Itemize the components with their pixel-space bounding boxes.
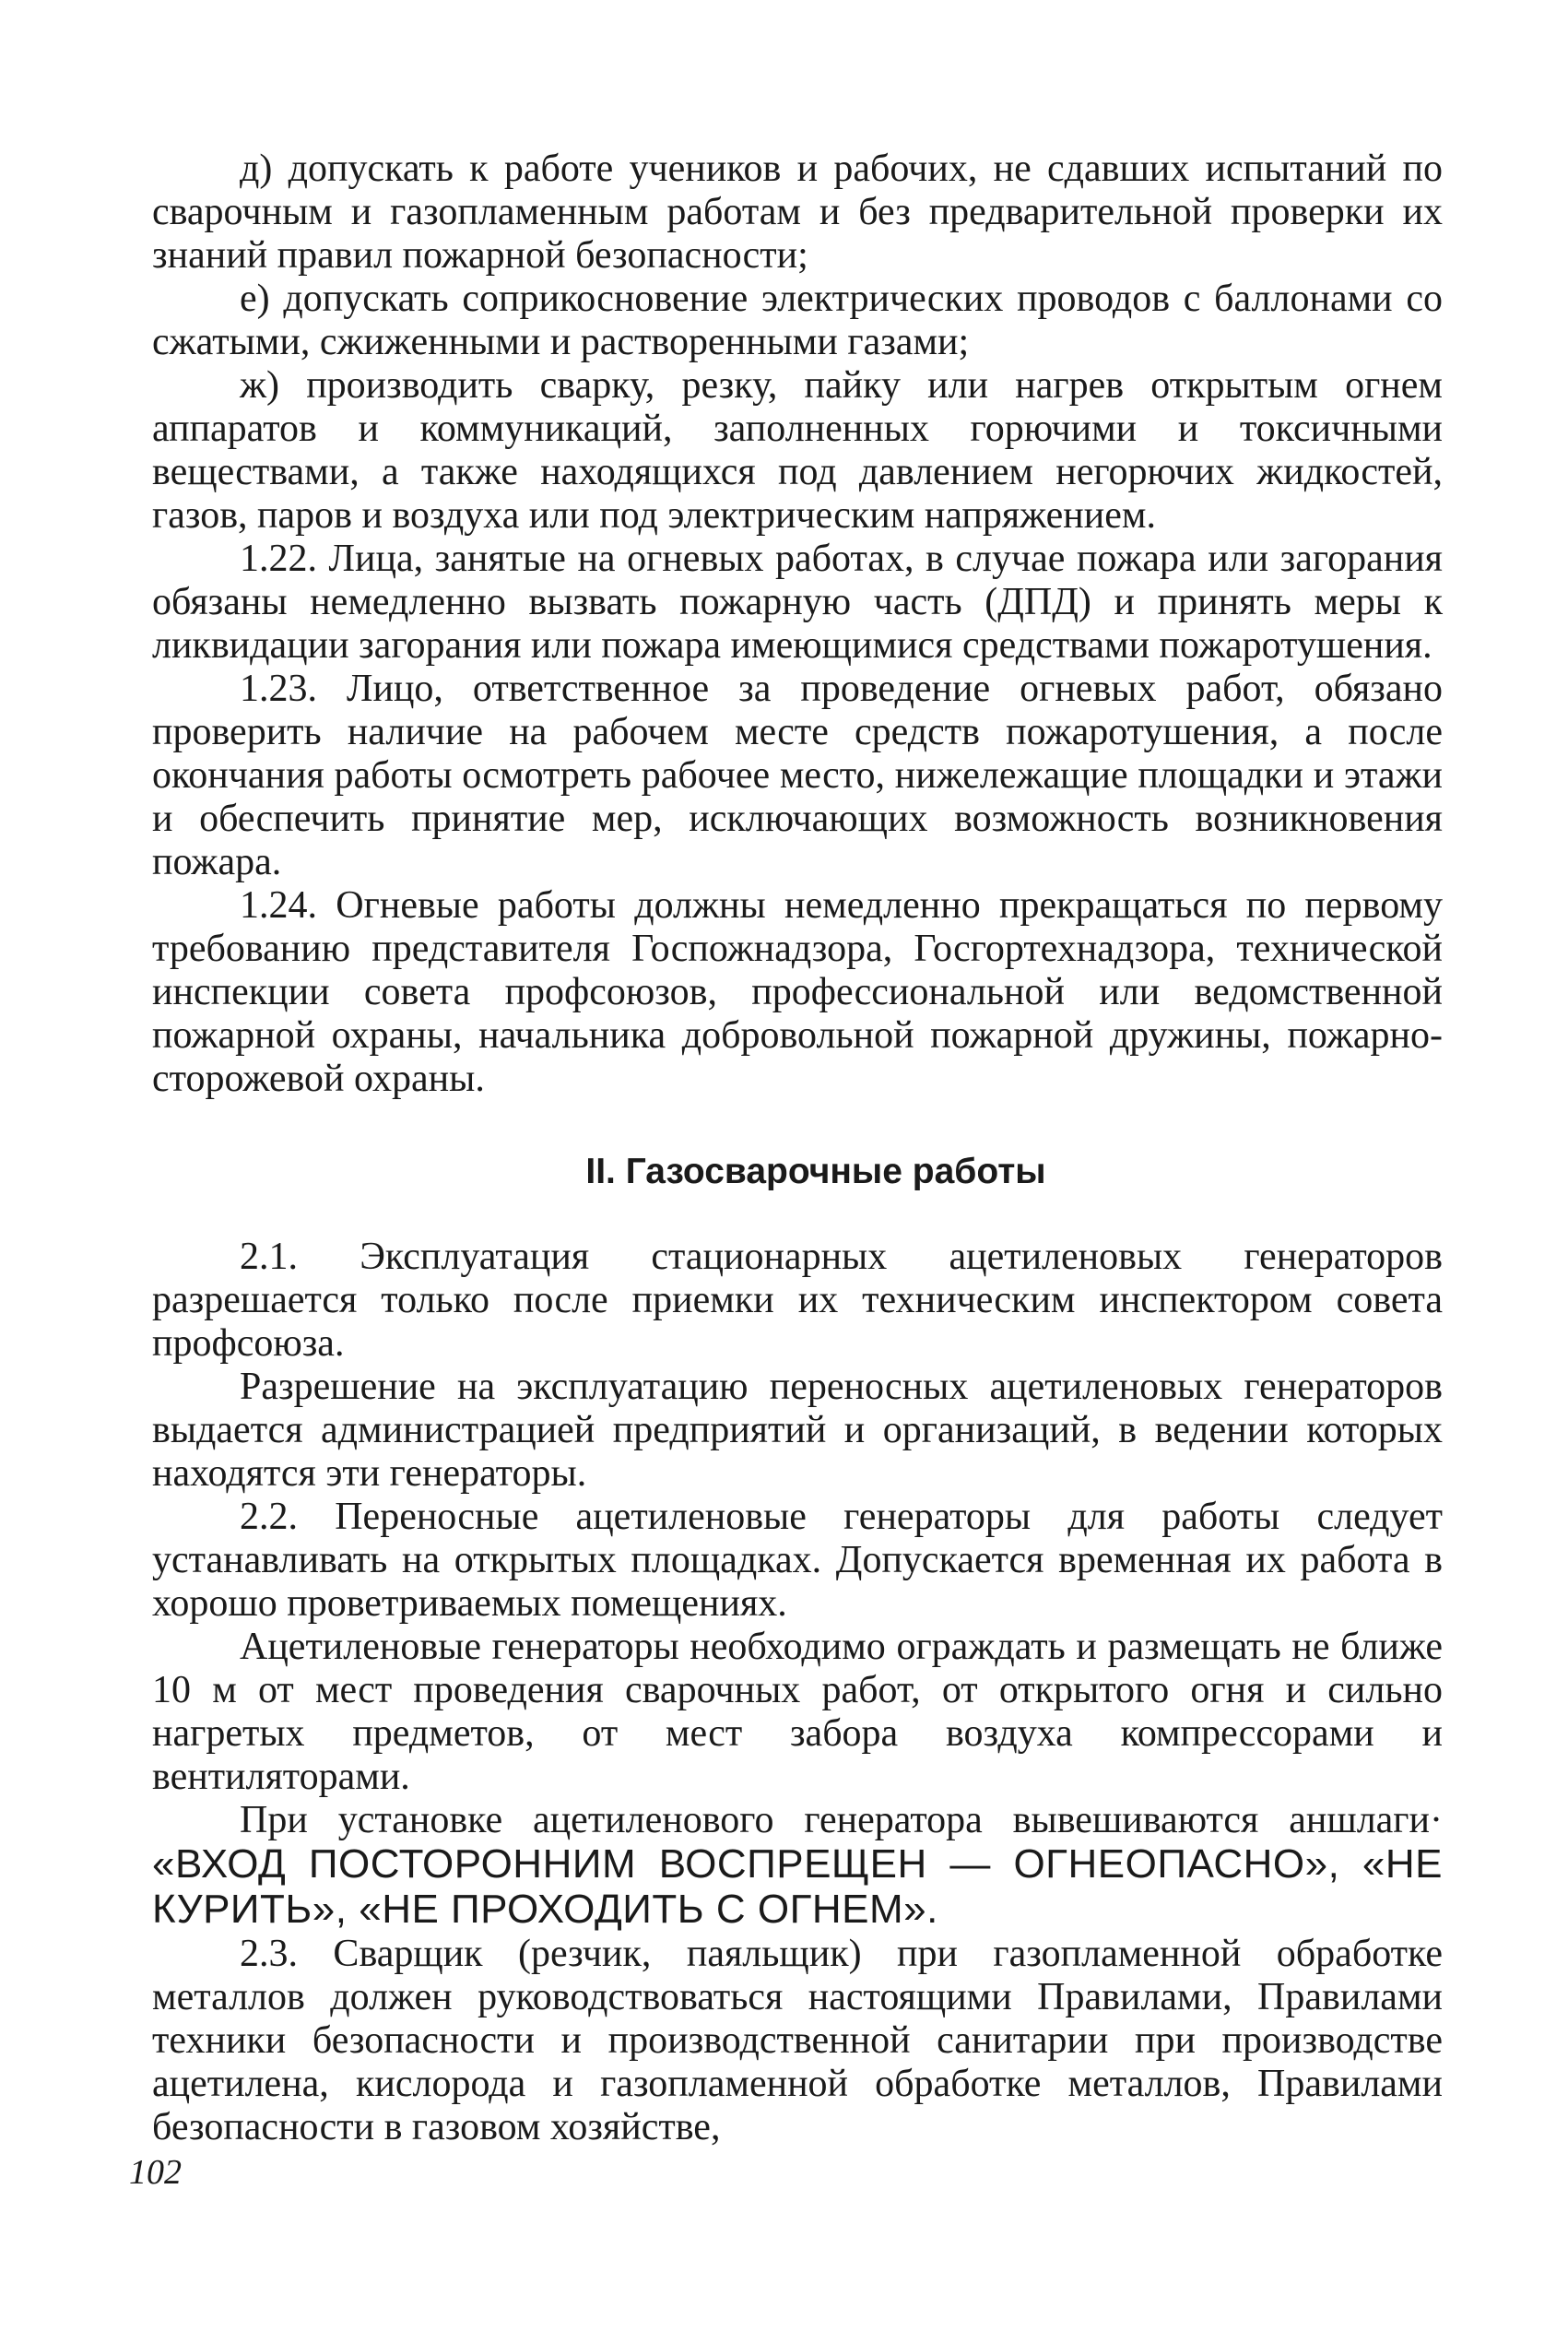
paragraph-2-1-permission: Разрешение на эксплуатацию переносных ацетиленовых генераторов выдается администрацией предприятий и организаций, в ведении которых находятся эти генераторы. [152,1366,1443,1495]
item-e: е) допускать соприкосновение электрических проводов с баллонами со сжатыми, сжиженными и растворенными газами; [152,278,1443,363]
page-body [152,148,1443,2149]
paragraph-1-24: 1.24. Огневые работы должны немедленно прекращаться по первому требованию представителя Госпожнадзора, Госгортехнадзора, технической инспекции совета профсоюзов, профессиональной или ведомственной пожарной охраны, начальника добровольной пожарной дружины, пожарно-сторожевой охраны. [152,884,1443,1100]
paragraph-1-22: 1.22. Лица, занятые на огневых работах, в случае пожара или загорания обязаны немедленно вызвать пожарную часть (ДПД) и принять меры к ликвидации загорания или пожара имеющимися средствами пожаротушения. [152,538,1443,667]
paragraph-1-23: 1.23. Лицо, ответственное за проведение огневых работ, обязано проверить наличие на рабочем месте средств пожаротушения, а после окончания работы осмотреть рабочее место, нижележащие площадки и этажи и обеспечить принятие мер, исключающих возможность возникновения пожара. [152,668,1443,883]
paragraph-2-2: 2.2. Переносные ацетиленовые генераторы для работы следует устанавливать на открытых площадках. Допускается временная их работа в хорошо проветриваемых помещениях. [152,1496,1443,1625]
paragraph-2-2-placement: Ацетиленовые генераторы необходимо ограждать и размещать не ближе 10 м от мест проведения сварочных работ, от открытого огня и сильно нагретых предметов, от мест забора воздуха компрессорами и вентиляторами. [152,1626,1443,1798]
paragraph-2-1: 2.1. Эксплуатация стационарных ацетиленовых генераторов разрешается только после приемки их техническим инспектором совета профсоюза. [152,1236,1443,1365]
item-d: д) допускать к работе учеников и рабочих, не сдавших испытаний по сварочным и газопламенным работам и без предварительной проверки их знаний правил пожарной безопасности; [152,148,1443,277]
section-heading: II. Газосварочные работы [585,1152,1046,1191]
paragraph-2-3: 2.3. Сварщик (резчик, паяльщик) при газопламенной обработке металлов должен руководствоваться настоящими Правилами, Правилами техники безопасности и производственной санитарии при производстве ацетилена, кислорода и газопламенной обработке металлов, Правилами безопасности в газовом хозяйстве, [152,1933,1443,2148]
item-zh: ж) производить сварку, резку, пайку или нагрев открытым огнем аппаратов и коммуникаций, заполненных горючими и токсичными веществами, а также находящихся под давлением негорючих жидкостей, газов, паров и воздуха или под электрическим напряжением. [152,364,1443,537]
page-number: 102 [129,2153,182,2192]
paragraph-2-2-signs: При установке ацетиленового генератора вывешиваются аншлаги· «ВХОД ПОСТОРОННИМ ВОСПРЕЩЕН — ОГНЕОПАСНО», «НЕ КУРИТЬ», «НЕ ПРОХОДИТЬ С ОГНЕМ». [152,1799,1443,1932]
signs-lead-text: При установке ацетиленового генератора вывешиваются аншлаги [240,1799,1430,1841]
signs-notice-text: «ВХОД ПОСТОРОННИМ ВОСПРЕЩЕН — ОГНЕОПАСНО», «НЕ КУРИТЬ», «НЕ ПРОХОДИТЬ С ОГНЕМ». [152,1841,1443,1932]
